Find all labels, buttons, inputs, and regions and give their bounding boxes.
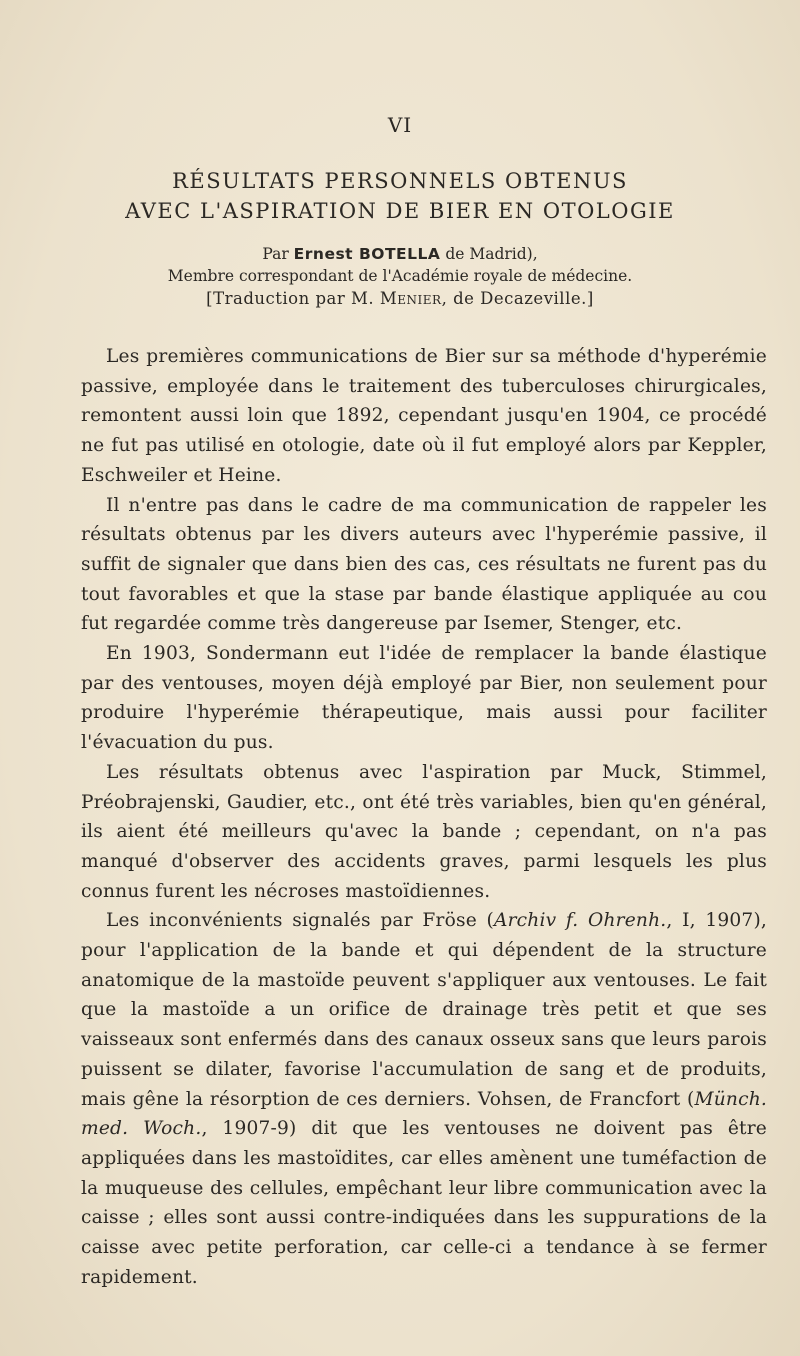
paragraph-5-part-a: Les inconvénients signalés par Fröse ( (106, 910, 494, 932)
paragraph-3: En 1903, Sondermann eut l'idée de remplacer la bande élastique par des ventouses, moyen déjà employé par Bier, non seulement pour produire l'hyperémie thérapeutique, mais aussi pour faciliter l'évacuation du pus. (81, 643, 767, 754)
paragraph-5 (81, 906, 767, 1292)
translation-note (0, 289, 800, 308)
author-prefix: Par (262, 245, 289, 263)
title-line-1: RÉSULTATS PERSONNELS OBTENUS (172, 169, 628, 193)
author-role: Membre correspondant de l'Académie royale de médecine. (167, 267, 633, 285)
citation-munch: Münch. med. Woch. (81, 1088, 767, 1140)
translator-name: Menier (379, 289, 442, 308)
author-name: Ernest BOTELLA (293, 245, 441, 263)
author-line (0, 243, 800, 265)
translation-close: , de Decazeville.] (441, 289, 594, 308)
chapter-number: VI (387, 113, 413, 137)
paragraph-2: Il n'entre pas dans le cadre de ma communication de rappeler les résultats obtenus par les divers auteurs avec l'hyperémie passive, il suffit de signaler que dans bien des cas, ces résultats ne furent pas du tout favorables et que la stase par bande élastique appliquée au cou fut regardée comme très dangereuse par Isemer, Stenger, etc. (81, 494, 767, 635)
author-origin: de Madrid), (445, 245, 538, 263)
paragraph-4: Les résultats obtenus avec l'aspiration par Muck, Stimmel, Préobrajenski, Gaudier, etc., ont été très variables, bien qu'en général, ils aient été meilleurs qu'avec la bande ; cependant, on n'a pas manqué d'observer des accidents graves, parmi lesquels les plus connus furent les nécroses mastoïdiennes. (81, 761, 767, 902)
paragraph-1: Les premières communications de Bier sur sa méthode d'hyperémie passive, employée dans le traitement des tuberculoses chirurgicales, remontent aussi loin que 1892, cependant jusqu'en 1904, ce procédé ne fut pas utilisé en otologie, date où il fut employé alors par Keppler, Eschweiler et Heine. (81, 346, 767, 486)
translation-open: [Traduction par M. (206, 289, 375, 308)
byline (0, 243, 800, 287)
paragraph-5-part-c: , 1907-9) dit que les ventouses ne doivent pas être appliquées dans les mastoïdites, car elles amènent une tuméfaction de la muqueuse des cellules, empêchant leur libre communication avec la caisse ; elles sont aussi contre-indiquées dans les suppurations de la caisse avec petite perforation, car celle-ci a tendance à se fermer rapidement. (81, 1118, 767, 1288)
paragraph-5-part-b: , I, 1907), pour l'application de la bande et qui dépendent de la structure anatomique de la mastoïde peuvent s'appliquer aux ventouses. Le fait que la mastoïde a un orifice de drainage très petit et que ses vaisseaux sont enfermés dans des canaux osseux sans que leurs parois puissent se dilater, favorise l'accumulation de sang et de produits, mais gêne la résorption de ces derniers. Vohsen, de Francfort ( (81, 910, 768, 1110)
article-body (81, 342, 767, 1293)
citation-archiv: Archiv f. Ohrenh. (493, 910, 667, 932)
title-line-2: AVEC L'ASPIRATION DE BIER EN OTOLOGIE (125, 199, 675, 223)
